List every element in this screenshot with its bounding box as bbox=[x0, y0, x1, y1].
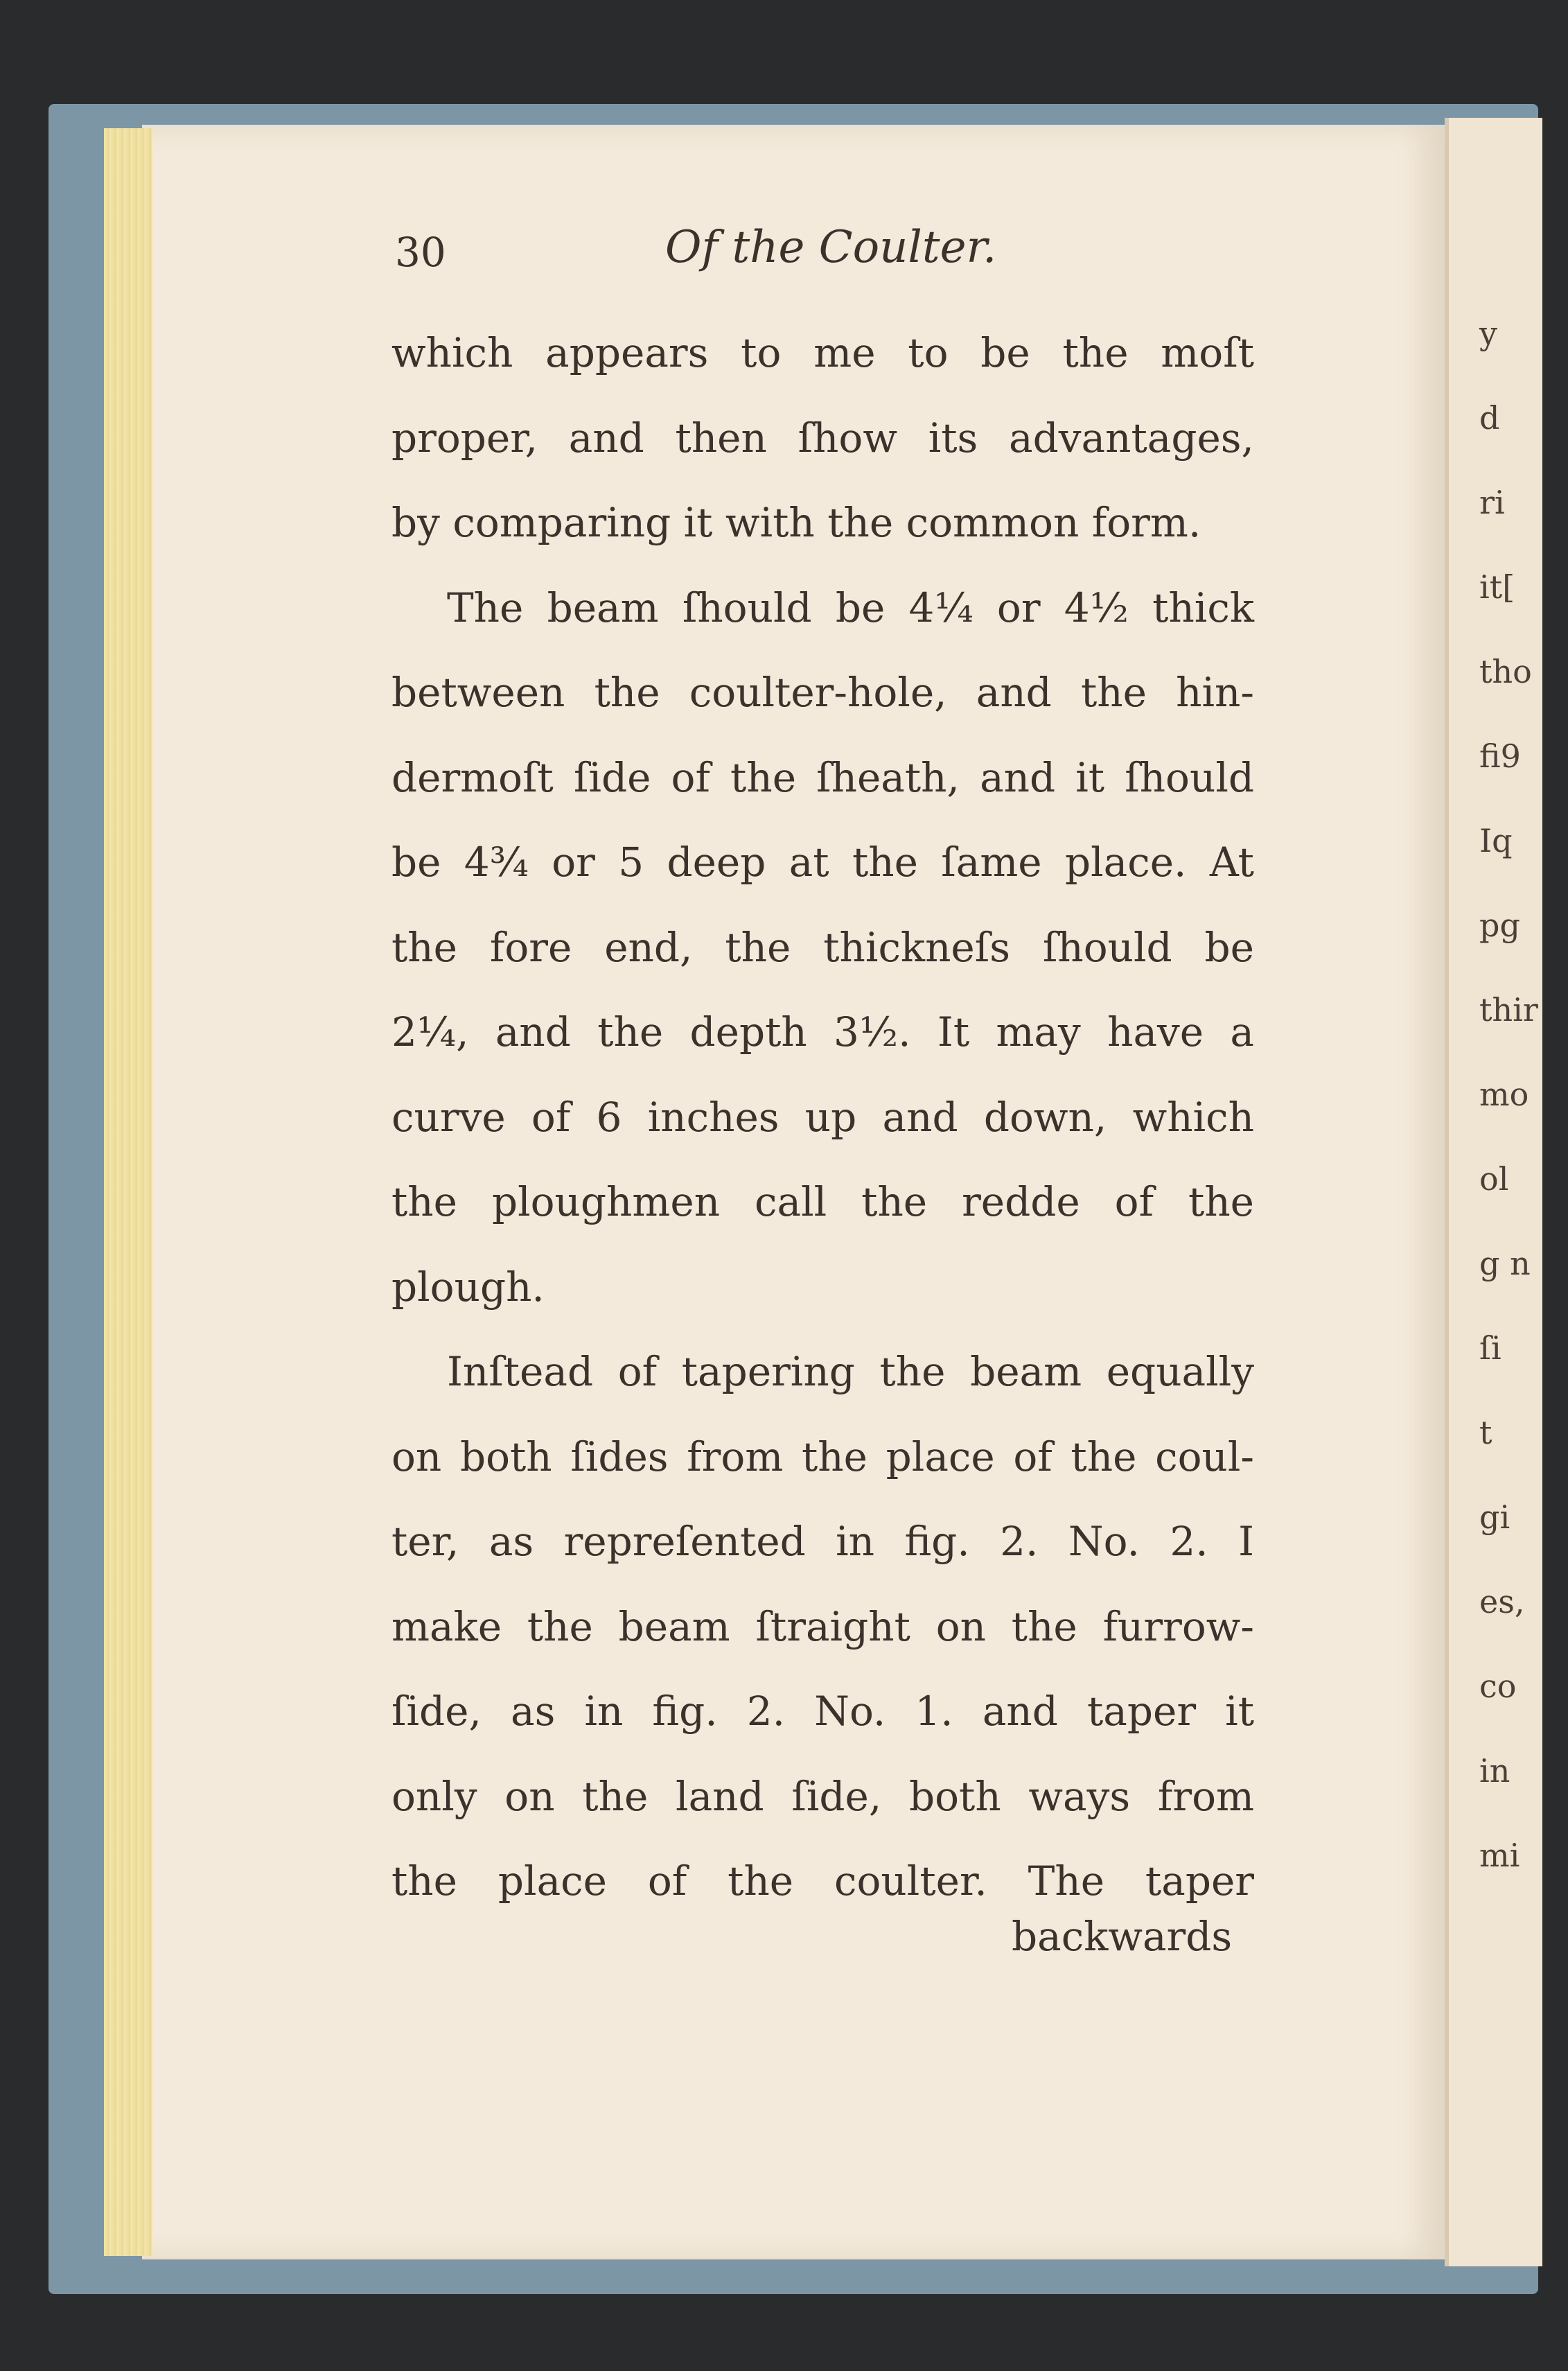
running-title: Of the Coulter. bbox=[665, 222, 997, 273]
page-header bbox=[395, 222, 1296, 291]
text-line: 2¼, and the depth 3½. It may have a bbox=[391, 1008, 1254, 1056]
text-line: the fore end, the thickneſs ſhould be bbox=[391, 923, 1254, 971]
facing-page-show-through: y d ri it[ tho fi9 Iq pg thir mo ol g n ſi t gi es, co in mi bbox=[1479, 315, 1538, 1874]
catchword: backwards bbox=[1012, 1913, 1233, 1960]
text-line: plough. bbox=[391, 1263, 545, 1311]
text-line: make the beam ſtraight on the furrow- bbox=[391, 1602, 1254, 1650]
body-text bbox=[391, 310, 1254, 1924]
text-line: the place of the coulter. The taper bbox=[391, 1857, 1254, 1905]
text-line: The beam ſhould be 4¼ or 4½ thick bbox=[447, 584, 1254, 631]
text-line: the ploughmen call the redde of the bbox=[391, 1178, 1254, 1225]
text-line: proper, and then ſhow its advantages, bbox=[391, 414, 1254, 462]
text-line: be 4¾ or 5 deep at the ſame place. At bbox=[391, 839, 1254, 886]
text-line: which appears to me to be the moſt bbox=[391, 329, 1254, 376]
page-edges bbox=[104, 128, 152, 2256]
text-line: on both ſides from the place of the coul- bbox=[391, 1433, 1254, 1480]
text-line: ſide, as in fig. 2. No. 1. and taper it bbox=[391, 1688, 1254, 1735]
text-line: only on the land ſide, both ways from bbox=[391, 1772, 1254, 1820]
text-line: dermoſt ſide of the ſheath, and it ſhould bbox=[391, 753, 1254, 801]
text-line: by comparing it with the common form. bbox=[391, 499, 1201, 546]
page-number: 30 bbox=[395, 229, 446, 276]
text-line: curve of 6 inches up and down, which bbox=[391, 1093, 1254, 1141]
text-line: ter, as repreſented in fig. 2. No. 2. I bbox=[391, 1518, 1254, 1565]
text-line: Inſtead of tapering the beam equally bbox=[447, 1348, 1254, 1395]
text-line: between the coulter-hole, and the hin- bbox=[391, 669, 1254, 716]
